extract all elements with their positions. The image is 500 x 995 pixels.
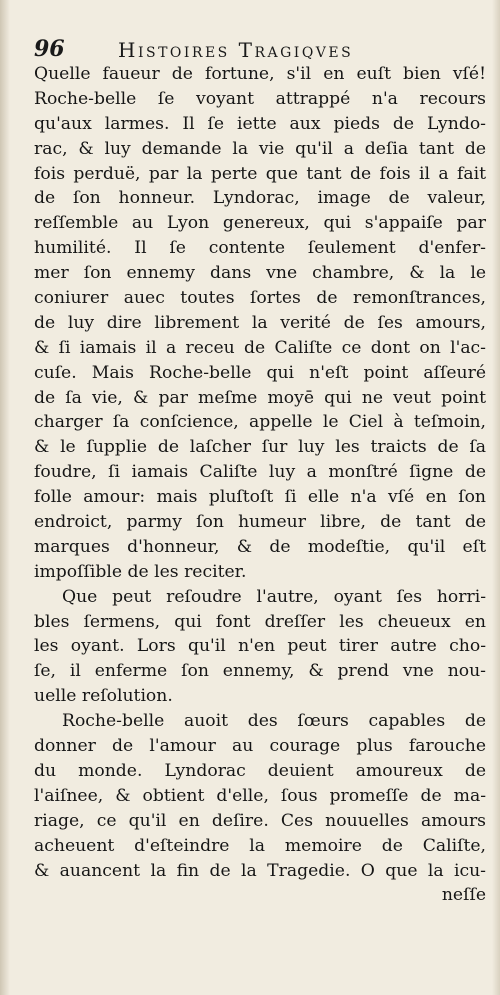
text-line: reſſemble au Lyon genereux, qui s'appaiſe par — [34, 213, 486, 234]
text-line: de ſa vie, & par meſme moyē qui ne veut point — [34, 387, 486, 408]
text-line: & auancent la fin de la Tragedie. O que la icu- — [34, 860, 486, 881]
text-line: uelle reſolution. — [34, 686, 173, 707]
text-line: endroict, parmy ſon humeur libre, de tant de — [34, 512, 486, 533]
text-line: donner de l'amour au courage plus farouche — [34, 736, 486, 757]
body-text — [34, 62, 486, 908]
text-line: l'aiſnee, & obtient d'elle, ſous promeſſe de ma- — [34, 785, 486, 806]
running-title: Histoires Tragiqves — [118, 38, 354, 62]
text-line: rac, & luy demande la vie qu'il a deſia tant de — [34, 138, 486, 159]
catchword: neſſe — [441, 885, 486, 906]
text-line: foudre, ſi iamais Caliſte luy a monſtré ſigne de — [34, 462, 486, 483]
text-line: qu'aux larmes. Il ſe iette aux pieds de Lyndo- — [34, 113, 486, 134]
text-line: Roche-belle auoit des ſœurs capables de — [62, 711, 486, 732]
text-line: mer ſon ennemy dans vne chambre, & la le — [34, 263, 486, 284]
text-line: & le ſupplie de laſcher ſur luy les traicts de ſa — [34, 437, 486, 458]
text-line: humilité. Il ſe contente ſeulement d'enfer- — [34, 238, 486, 259]
text-line: de luy dire librement la verité de ſes amours, — [34, 312, 486, 333]
text-line: Que peut reſoudre l'autre, oyant ſes horri- — [62, 586, 486, 607]
text-line: cuſe. Mais Roche-belle qui n'eſt point aſſeuré — [34, 362, 486, 383]
text-line: du monde. Lyndorac deuient amoureux de — [34, 760, 486, 781]
text-line: les oyant. Lors qu'il n'en peut tirer autre cho- — [34, 636, 486, 657]
text-line: riage, ce qu'il en deſire. Ces nouuelles amours — [34, 810, 486, 831]
text-line: charger ſa conſcience, appelle le Ciel à teſmoin, — [34, 412, 486, 433]
text-line: acheuent d'eſteindre la memoire de Caliſte, — [34, 835, 486, 856]
text-line: ſe, il enferme ſon ennemy, & prend vne nou- — [34, 661, 486, 682]
text-line: Quelle faueur de fortune, s'il en euſt bien vſé! — [34, 64, 486, 84]
text-line: Roche-belle ſe voyant attrappé n'a recours — [34, 88, 486, 109]
text-line: coniurer auec toutes ſortes de remonſtrances, — [34, 288, 486, 309]
page-gutter-shadow — [0, 0, 10, 995]
page-number: 96 — [34, 36, 65, 62]
text-line: marques d'honneur, & de modeſtie, qu'il eſt — [34, 536, 486, 557]
text-line: fois perduë, par la perte que tant de fois il a fait — [34, 163, 486, 184]
text-line: bles ſermens, qui font dreſſer les cheueux en — [34, 611, 486, 632]
text-line: & ſi iamais il a receu de Caliſte ce dont on l'ac- — [34, 337, 486, 358]
page-edge-shadow — [492, 0, 500, 995]
text-line: de ſon honneur. Lyndorac, image de valeur, — [34, 188, 486, 209]
text-line: impoſſible de les reciter. — [34, 561, 247, 582]
text-line: folle amour: mais pluſtoſt ſi elle n'a vſé en ſon — [34, 487, 486, 508]
